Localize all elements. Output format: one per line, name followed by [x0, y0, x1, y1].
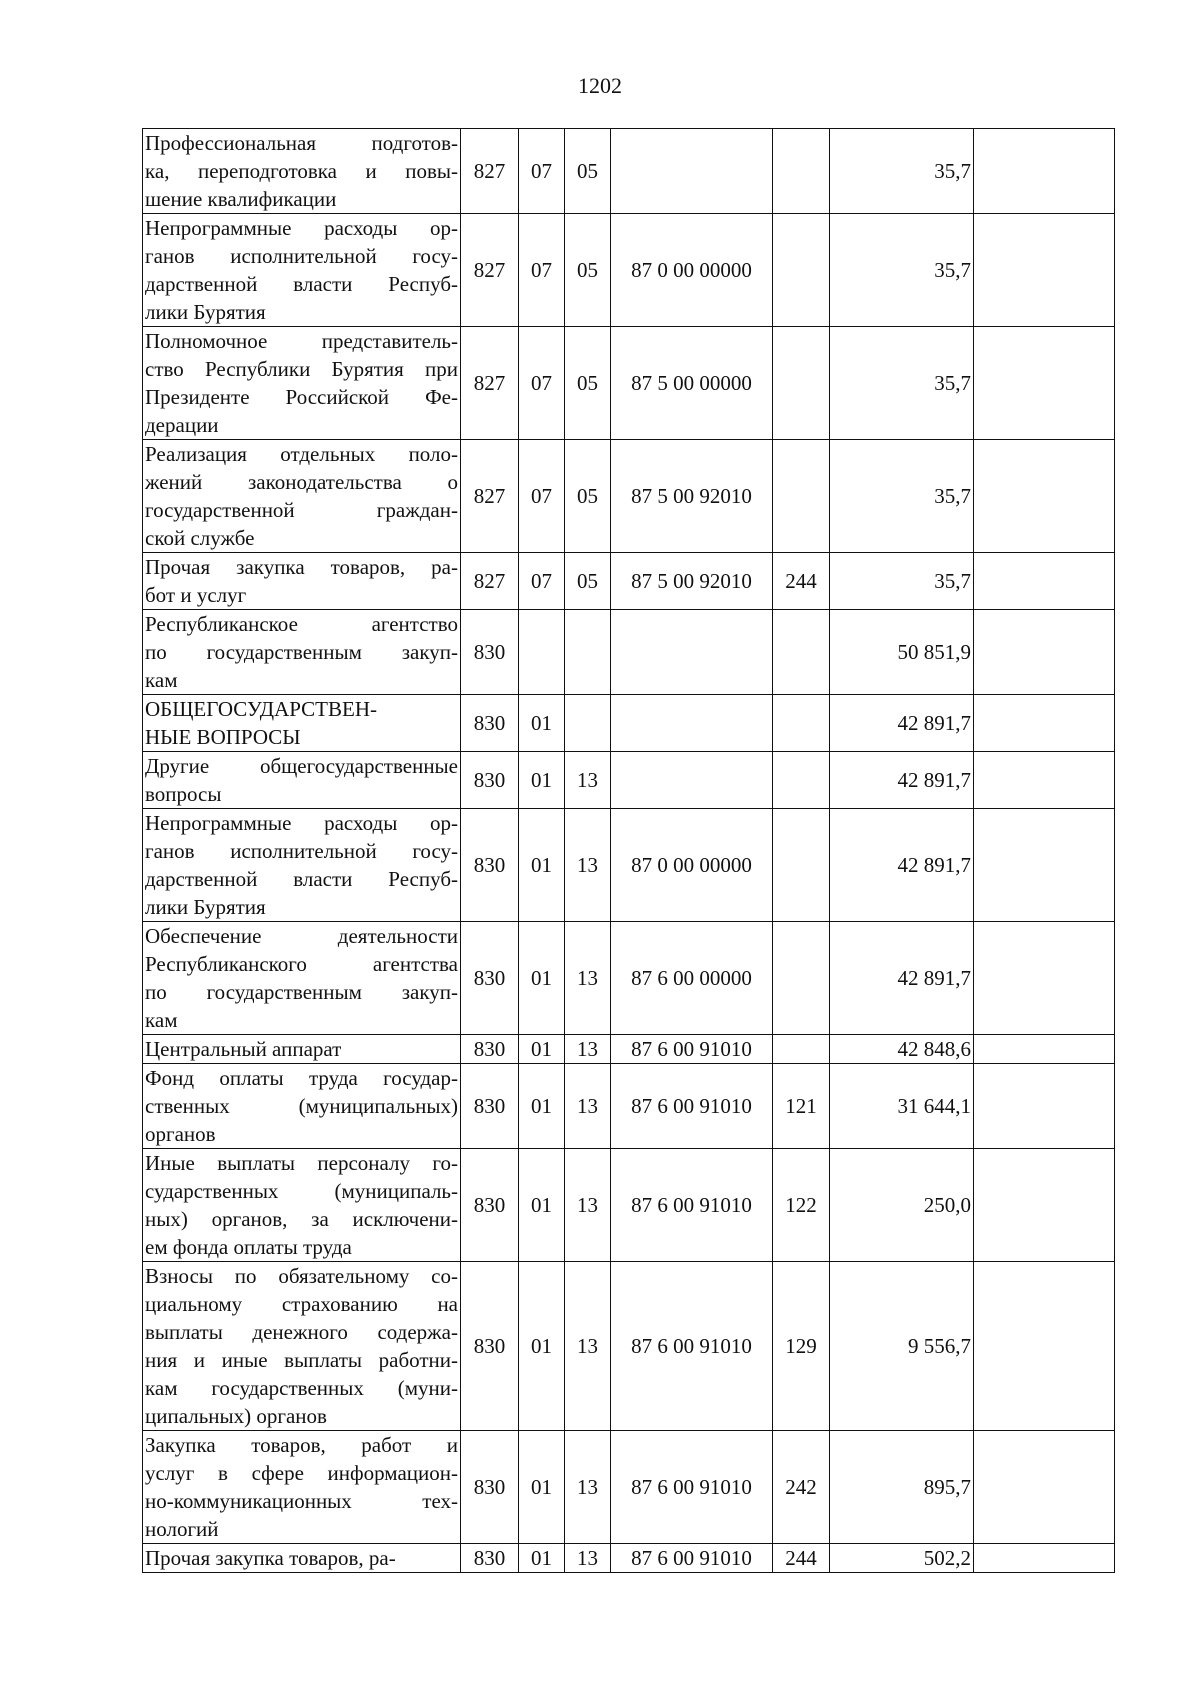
- cell-item-name: [143, 1149, 461, 1262]
- table-row: [143, 752, 1115, 809]
- table-row: [143, 695, 1115, 752]
- item-name-line: ципальных) органов: [145, 1404, 327, 1428]
- cell-empty: [974, 1262, 1115, 1431]
- cell-subsection-code: [565, 610, 611, 695]
- table-row: [143, 1064, 1115, 1149]
- cell-ved-code: 827: [461, 553, 519, 610]
- cell-section-code: 07: [519, 440, 565, 553]
- item-name-line: ской службе: [145, 526, 255, 550]
- cell-ved-code: 827: [461, 129, 519, 214]
- table-row: [143, 1149, 1115, 1262]
- cell-amount: 502,2: [830, 1544, 974, 1573]
- cell-target-article-code: 87 6 00 91010: [611, 1035, 773, 1064]
- item-name-line: Президенте Российской Фе-: [145, 385, 458, 409]
- cell-subsection-code: 05: [565, 129, 611, 214]
- cell-amount: 35,7: [830, 440, 974, 553]
- cell-ved-code: 830: [461, 610, 519, 695]
- cell-section-code: 01: [519, 1064, 565, 1149]
- item-name-line: ОБЩЕГОСУДАРСТВЕН-: [145, 697, 378, 721]
- item-name-line: Непрограммные расходы ор-: [145, 811, 458, 835]
- item-name-line: государственной граждан-: [145, 498, 458, 522]
- item-name-line: Республиканское агентство: [145, 612, 458, 636]
- cell-item-name: [143, 1064, 461, 1149]
- cell-item-name: [143, 440, 461, 553]
- cell-target-article-code: 87 0 00 00000: [611, 214, 773, 327]
- cell-expense-type-code: [773, 214, 830, 327]
- item-name-line: бот и услуг: [145, 583, 247, 607]
- cell-item-name: [143, 129, 461, 214]
- table-row: [143, 327, 1115, 440]
- table-row: [143, 809, 1115, 922]
- cell-subsection-code: 13: [565, 752, 611, 809]
- cell-ved-code: 830: [461, 809, 519, 922]
- cell-subsection-code: 13: [565, 922, 611, 1035]
- cell-target-article-code: 87 6 00 91010: [611, 1149, 773, 1262]
- cell-expense-type-code: [773, 752, 830, 809]
- cell-section-code: 01: [519, 809, 565, 922]
- cell-item-name: [143, 922, 461, 1035]
- cell-ved-code: 830: [461, 1262, 519, 1431]
- cell-ved-code: 830: [461, 752, 519, 809]
- cell-amount: 9 556,7: [830, 1262, 974, 1431]
- cell-target-article-code: [611, 695, 773, 752]
- cell-expense-type-code: 122: [773, 1149, 830, 1262]
- cell-amount: 42 891,7: [830, 922, 974, 1035]
- item-name-line: жений законодательства о: [145, 470, 458, 494]
- table-row: [143, 610, 1115, 695]
- cell-ved-code: 830: [461, 695, 519, 752]
- cell-subsection-code: 05: [565, 214, 611, 327]
- cell-item-name: [143, 214, 461, 327]
- cell-item-name: [143, 1544, 461, 1573]
- cell-subsection-code: 05: [565, 440, 611, 553]
- item-name-line: ем фонда оплаты труда: [145, 1235, 352, 1259]
- cell-section-code: 01: [519, 695, 565, 752]
- cell-target-article-code: 87 6 00 00000: [611, 922, 773, 1035]
- cell-empty: [974, 610, 1115, 695]
- cell-empty: [974, 695, 1115, 752]
- item-name-line: Республиканского агентства: [145, 952, 458, 976]
- cell-item-name: [143, 610, 461, 695]
- item-name-line: Закупка товаров, работ и: [145, 1433, 458, 1457]
- table-row: [143, 1431, 1115, 1544]
- cell-item-name: [143, 752, 461, 809]
- item-name-line: дерации: [145, 413, 219, 437]
- cell-subsection-code: [565, 695, 611, 752]
- cell-subsection-code: 13: [565, 1544, 611, 1573]
- cell-amount: 42 848,6: [830, 1035, 974, 1064]
- cell-subsection-code: 05: [565, 327, 611, 440]
- cell-empty: [974, 1544, 1115, 1573]
- cell-section-code: [519, 610, 565, 695]
- cell-expense-type-code: [773, 695, 830, 752]
- cell-empty: [974, 1064, 1115, 1149]
- cell-expense-type-code: [773, 610, 830, 695]
- cell-subsection-code: 13: [565, 1149, 611, 1262]
- cell-ved-code: 830: [461, 1431, 519, 1544]
- item-name-line: дарственной власти Респуб-: [145, 867, 458, 891]
- cell-section-code: 01: [519, 1544, 565, 1573]
- cell-item-name: [143, 695, 461, 752]
- cell-subsection-code: 13: [565, 809, 611, 922]
- item-name-line: сударственных (муниципаль-: [145, 1179, 458, 1203]
- table-row: [143, 553, 1115, 610]
- cell-section-code: 07: [519, 129, 565, 214]
- cell-amount: 35,7: [830, 327, 974, 440]
- item-name-line: нологий: [145, 1517, 219, 1541]
- item-name-line: циальному страхованию на: [145, 1292, 458, 1316]
- table-row: [143, 440, 1115, 553]
- budget-table: [142, 128, 1115, 1573]
- cell-subsection-code: 13: [565, 1431, 611, 1544]
- item-name-line: по государственным закуп-: [145, 640, 458, 664]
- cell-subsection-code: 13: [565, 1262, 611, 1431]
- cell-expense-type-code: [773, 922, 830, 1035]
- table-row: [143, 214, 1115, 327]
- cell-ved-code: 830: [461, 1035, 519, 1064]
- item-name-line: услуг в сфере информацион-: [145, 1461, 458, 1485]
- item-name-line: органов: [145, 1122, 216, 1146]
- cell-target-article-code: 87 6 00 91010: [611, 1544, 773, 1573]
- item-name-line: Другие общегосударственные: [145, 754, 458, 778]
- cell-empty: [974, 922, 1115, 1035]
- cell-target-article-code: [611, 610, 773, 695]
- cell-target-article-code: 87 5 00 00000: [611, 327, 773, 440]
- cell-amount: 35,7: [830, 214, 974, 327]
- cell-empty: [974, 1149, 1115, 1262]
- item-name-line: Иные выплаты персоналу го-: [145, 1151, 458, 1175]
- cell-expense-type-code: 121: [773, 1064, 830, 1149]
- cell-section-code: 01: [519, 1431, 565, 1544]
- cell-amount: 250,0: [830, 1149, 974, 1262]
- item-name-line: Прочая закупка товаров, ра-: [145, 1546, 396, 1570]
- cell-expense-type-code: [773, 440, 830, 553]
- table-row: [143, 1544, 1115, 1573]
- cell-empty: [974, 553, 1115, 610]
- cell-ved-code: 830: [461, 1544, 519, 1573]
- cell-section-code: 07: [519, 327, 565, 440]
- item-name-line: Взносы по обязательному со-: [145, 1264, 458, 1288]
- cell-subsection-code: 13: [565, 1064, 611, 1149]
- item-name-line: лики Бурятия: [145, 300, 266, 324]
- item-name-line: ственных (муниципальных): [145, 1094, 458, 1118]
- table-row: [143, 1262, 1115, 1431]
- cell-amount: 50 851,9: [830, 610, 974, 695]
- cell-amount: 895,7: [830, 1431, 974, 1544]
- cell-expense-type-code: 244: [773, 553, 830, 610]
- cell-item-name: [143, 809, 461, 922]
- item-name-line: лики Бурятия: [145, 895, 266, 919]
- item-name-line: Реализация отдельных поло-: [145, 442, 458, 466]
- cell-ved-code: 830: [461, 922, 519, 1035]
- item-name-line: Полномочное представитель-: [145, 329, 458, 353]
- cell-empty: [974, 129, 1115, 214]
- item-name-line: ка, переподготовка и повы-: [145, 159, 458, 183]
- table-row: [143, 1035, 1115, 1064]
- cell-expense-type-code: 244: [773, 1544, 830, 1573]
- cell-target-article-code: 87 5 00 92010: [611, 440, 773, 553]
- item-name-line: Непрограммные расходы ор-: [145, 216, 458, 240]
- item-name-line: дарственной власти Респуб-: [145, 272, 458, 296]
- item-name-line: кам: [145, 1008, 178, 1032]
- cell-item-name: [143, 553, 461, 610]
- page-number: 1202: [578, 73, 622, 98]
- cell-item-name: [143, 1431, 461, 1544]
- cell-empty: [974, 809, 1115, 922]
- cell-target-article-code: 87 0 00 00000: [611, 809, 773, 922]
- cell-item-name: [143, 1035, 461, 1064]
- table-row: [143, 922, 1115, 1035]
- cell-expense-type-code: 242: [773, 1431, 830, 1544]
- cell-target-article-code: 87 5 00 92010: [611, 553, 773, 610]
- cell-section-code: 01: [519, 1035, 565, 1064]
- cell-section-code: 07: [519, 553, 565, 610]
- table-row: [143, 129, 1115, 214]
- item-name-line: шение квалификации: [145, 187, 337, 211]
- item-name-line: ния и иные выплаты работни-: [145, 1348, 458, 1372]
- cell-target-article-code: [611, 752, 773, 809]
- cell-subsection-code: 05: [565, 553, 611, 610]
- cell-empty: [974, 1035, 1115, 1064]
- item-name-line: Обеспечение деятельности: [145, 924, 458, 948]
- cell-expense-type-code: [773, 129, 830, 214]
- cell-amount: 35,7: [830, 129, 974, 214]
- cell-amount: 31 644,1: [830, 1064, 974, 1149]
- cell-section-code: 01: [519, 922, 565, 1035]
- cell-subsection-code: 13: [565, 1035, 611, 1064]
- cell-item-name: [143, 1262, 461, 1431]
- cell-target-article-code: 87 6 00 91010: [611, 1431, 773, 1544]
- cell-target-article-code: [611, 129, 773, 214]
- item-name-line: ганов исполнительной госу-: [145, 839, 458, 863]
- cell-ved-code: 827: [461, 214, 519, 327]
- cell-expense-type-code: 129: [773, 1262, 830, 1431]
- cell-expense-type-code: [773, 1035, 830, 1064]
- cell-section-code: 01: [519, 1262, 565, 1431]
- item-name-line: Центральный аппарат: [145, 1037, 342, 1061]
- cell-section-code: 01: [519, 752, 565, 809]
- item-name-line: ство Республики Бурятия при: [145, 357, 458, 381]
- item-name-line: Профессиональная подготов-: [145, 131, 458, 155]
- item-name-line: НЫЕ ВОПРОСЫ: [145, 725, 301, 749]
- cell-target-article-code: 87 6 00 91010: [611, 1262, 773, 1431]
- item-name-line: кам: [145, 668, 178, 692]
- item-name-line: вопросы: [145, 782, 222, 806]
- cell-item-name: [143, 327, 461, 440]
- cell-amount: 42 891,7: [830, 752, 974, 809]
- cell-section-code: 01: [519, 1149, 565, 1262]
- cell-ved-code: 827: [461, 440, 519, 553]
- cell-ved-code: 830: [461, 1149, 519, 1262]
- item-name-line: ных) органов, за исключени-: [145, 1207, 458, 1231]
- cell-section-code: 07: [519, 214, 565, 327]
- cell-amount: 42 891,7: [830, 809, 974, 922]
- cell-empty: [974, 440, 1115, 553]
- cell-amount: 35,7: [830, 553, 974, 610]
- cell-amount: 42 891,7: [830, 695, 974, 752]
- cell-empty: [974, 214, 1115, 327]
- cell-expense-type-code: [773, 809, 830, 922]
- item-name-line: кам государственных (муни-: [145, 1376, 458, 1400]
- item-name-line: ганов исполнительной госу-: [145, 244, 458, 268]
- cell-empty: [974, 752, 1115, 809]
- cell-empty: [974, 1431, 1115, 1544]
- cell-ved-code: 830: [461, 1064, 519, 1149]
- cell-target-article-code: 87 6 00 91010: [611, 1064, 773, 1149]
- item-name-line: по государственным закуп-: [145, 980, 458, 1004]
- budget-table-body: [143, 129, 1115, 1573]
- cell-ved-code: 827: [461, 327, 519, 440]
- item-name-line: выплаты денежного содержа-: [145, 1320, 458, 1344]
- item-name-line: но-коммуникационных тех-: [145, 1489, 458, 1513]
- cell-expense-type-code: [773, 327, 830, 440]
- cell-empty: [974, 327, 1115, 440]
- item-name-line: Прочая закупка товаров, ра-: [145, 555, 458, 579]
- item-name-line: Фонд оплаты труда государ-: [145, 1066, 458, 1090]
